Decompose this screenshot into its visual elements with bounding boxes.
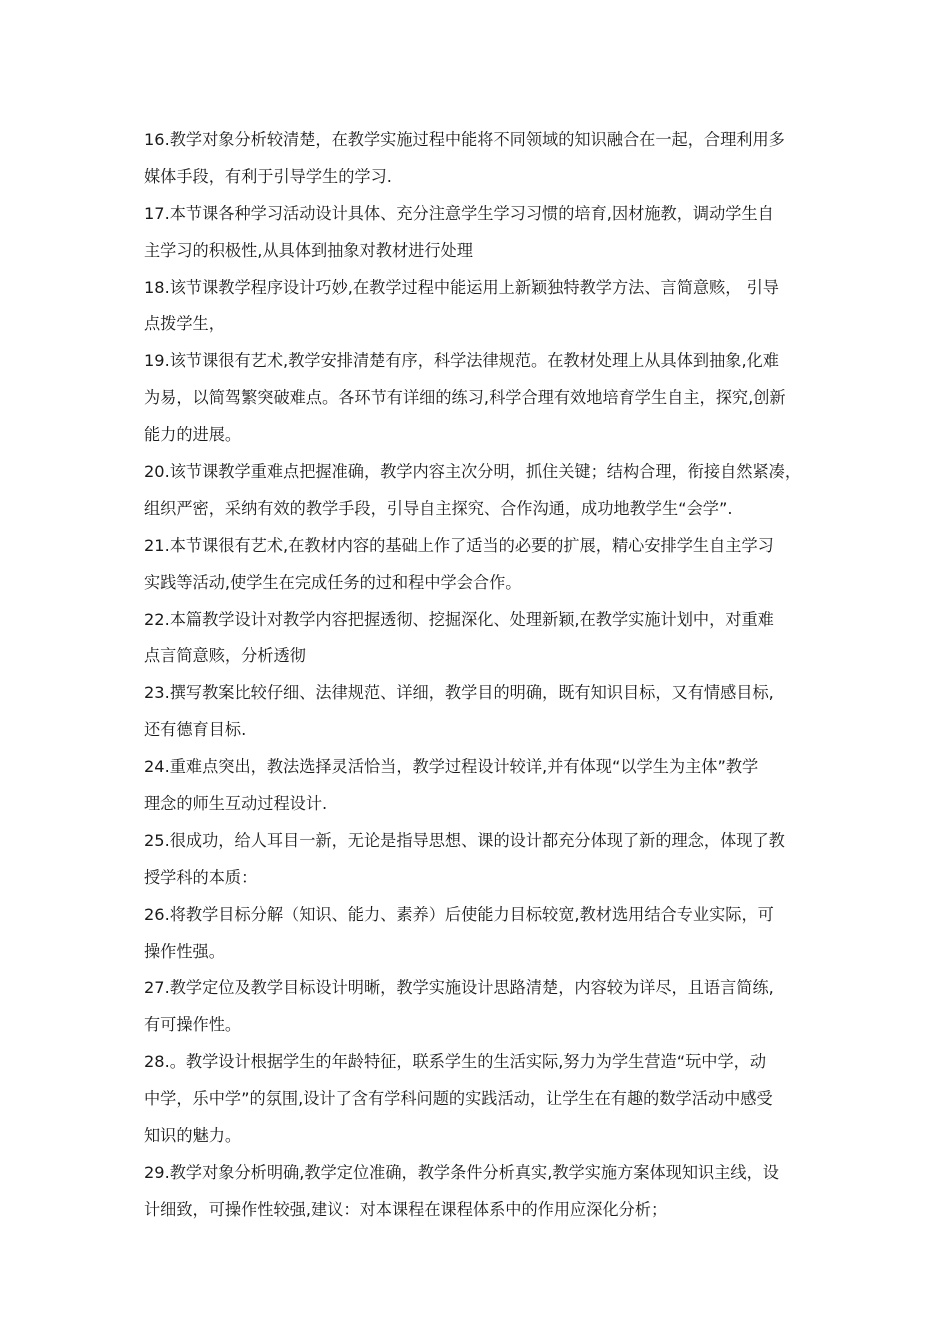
text-line: 媒体手段，有利于引导学生的学习. [144, 166, 392, 186]
text-line: 主学习的积极性,从具体到抽象对教材进行处理 [144, 240, 473, 260]
text-line: 17.本节课各种学习活动设计具体、充分注意学生学习习惯的培育,因材施教，调动学生自 [144, 203, 774, 223]
text-line: 24.重难点突出，教法选择灵活恰当，教学过程设计较详,并有体现“以学生为主体”教学 [144, 757, 759, 777]
text-line: 还有德育目标. [144, 720, 247, 740]
document-body [144, 122, 819, 1229]
text-line: 知识的魅力。 [144, 1126, 242, 1146]
text-line: 实践等活动,使学生在完成任务的过和程中学会合作。 [144, 572, 522, 592]
text-line: 22.本篇教学设计对教学内容把握透彻、挖掘深化、处理新颖,在教学实施计划中，对重难 [144, 609, 774, 629]
text-line: 18.该节课教学程序设计巧妙,在教学过程中能运用上新颖独特教学方法、言简意赅， 引导 [144, 277, 779, 297]
text-line: 中学，乐中学”的氛围,设计了含有学科问题的实践活动，让学生在有趣的数学活动中感受 [144, 1089, 773, 1109]
text-line: 理念的师生互动过程设计. [144, 794, 328, 814]
text-line: 为易，以简驾繁突破难点。各环节有详细的练习,科学合理有效地培育学生自主，探究,创新 [144, 388, 786, 408]
text-line: 28.。教学设计根据学生的年龄特征，联系学生的生活实际,努力为学生营造“玩中学，动 [144, 1052, 767, 1072]
text-line: 29.教学对象分析明确,教学定位准确，教学条件分析真实,教学实施方案体现知识主线，设 [144, 1162, 779, 1182]
text-line: 23.撰写教案比较仔细、法律规范、详细，教学目的明确，既有知识目标，又有情感目标, [144, 683, 774, 703]
text-line: 点拨学生， [144, 314, 225, 334]
text-line: 25.很成功，给人耳目一新，无论是指导思想、课的设计都充分体现了新的理念，体现了教 [144, 830, 785, 850]
text-line: 19.该节课很有艺术,教学安排清楚有序，科学法律规范。在教材处理上从具体到抽象,化难 [144, 351, 779, 371]
text-line: 26.将教学目标分解（知识、能力、素养）后使能力目标较宽,教材选用结合专业实际，可 [144, 904, 774, 924]
text-line: 27.教学定位及教学目标设计明晰，教学实施设计思路清楚，内容较为详尽，且语言简练, [144, 978, 774, 998]
text-line: 组织严密，采纳有效的教学手段，引导自主探究、合作沟通，成功地教学生“会学”. [144, 498, 733, 518]
text-line: 有可操作性。 [144, 1015, 242, 1035]
text-line: 授学科的本质： [144, 867, 258, 887]
text-line: 操作性强。 [144, 941, 225, 961]
text-line: 21.本节课很有艺术,在教材内容的基础上作了适当的必要的扩展，精心安排学生自主学习 [144, 535, 774, 555]
text-line: 点言简意赅，分析透彻 [144, 646, 306, 666]
text-line: 20.该节课教学重难点把握准确，教学内容主次分明，抓住关键；结构合理，衔接自然紧凑， [144, 462, 802, 482]
text-line: 能力的进展。 [144, 425, 242, 445]
text-line: 计细致，可操作性较强,建议：对本课程在课程体系中的作用应深化分析； [144, 1199, 668, 1219]
text-line: 16.教学对象分析较清楚，在教学实施过程中能将不同领域的知识融合在一起，合理利用多 [144, 130, 785, 149]
